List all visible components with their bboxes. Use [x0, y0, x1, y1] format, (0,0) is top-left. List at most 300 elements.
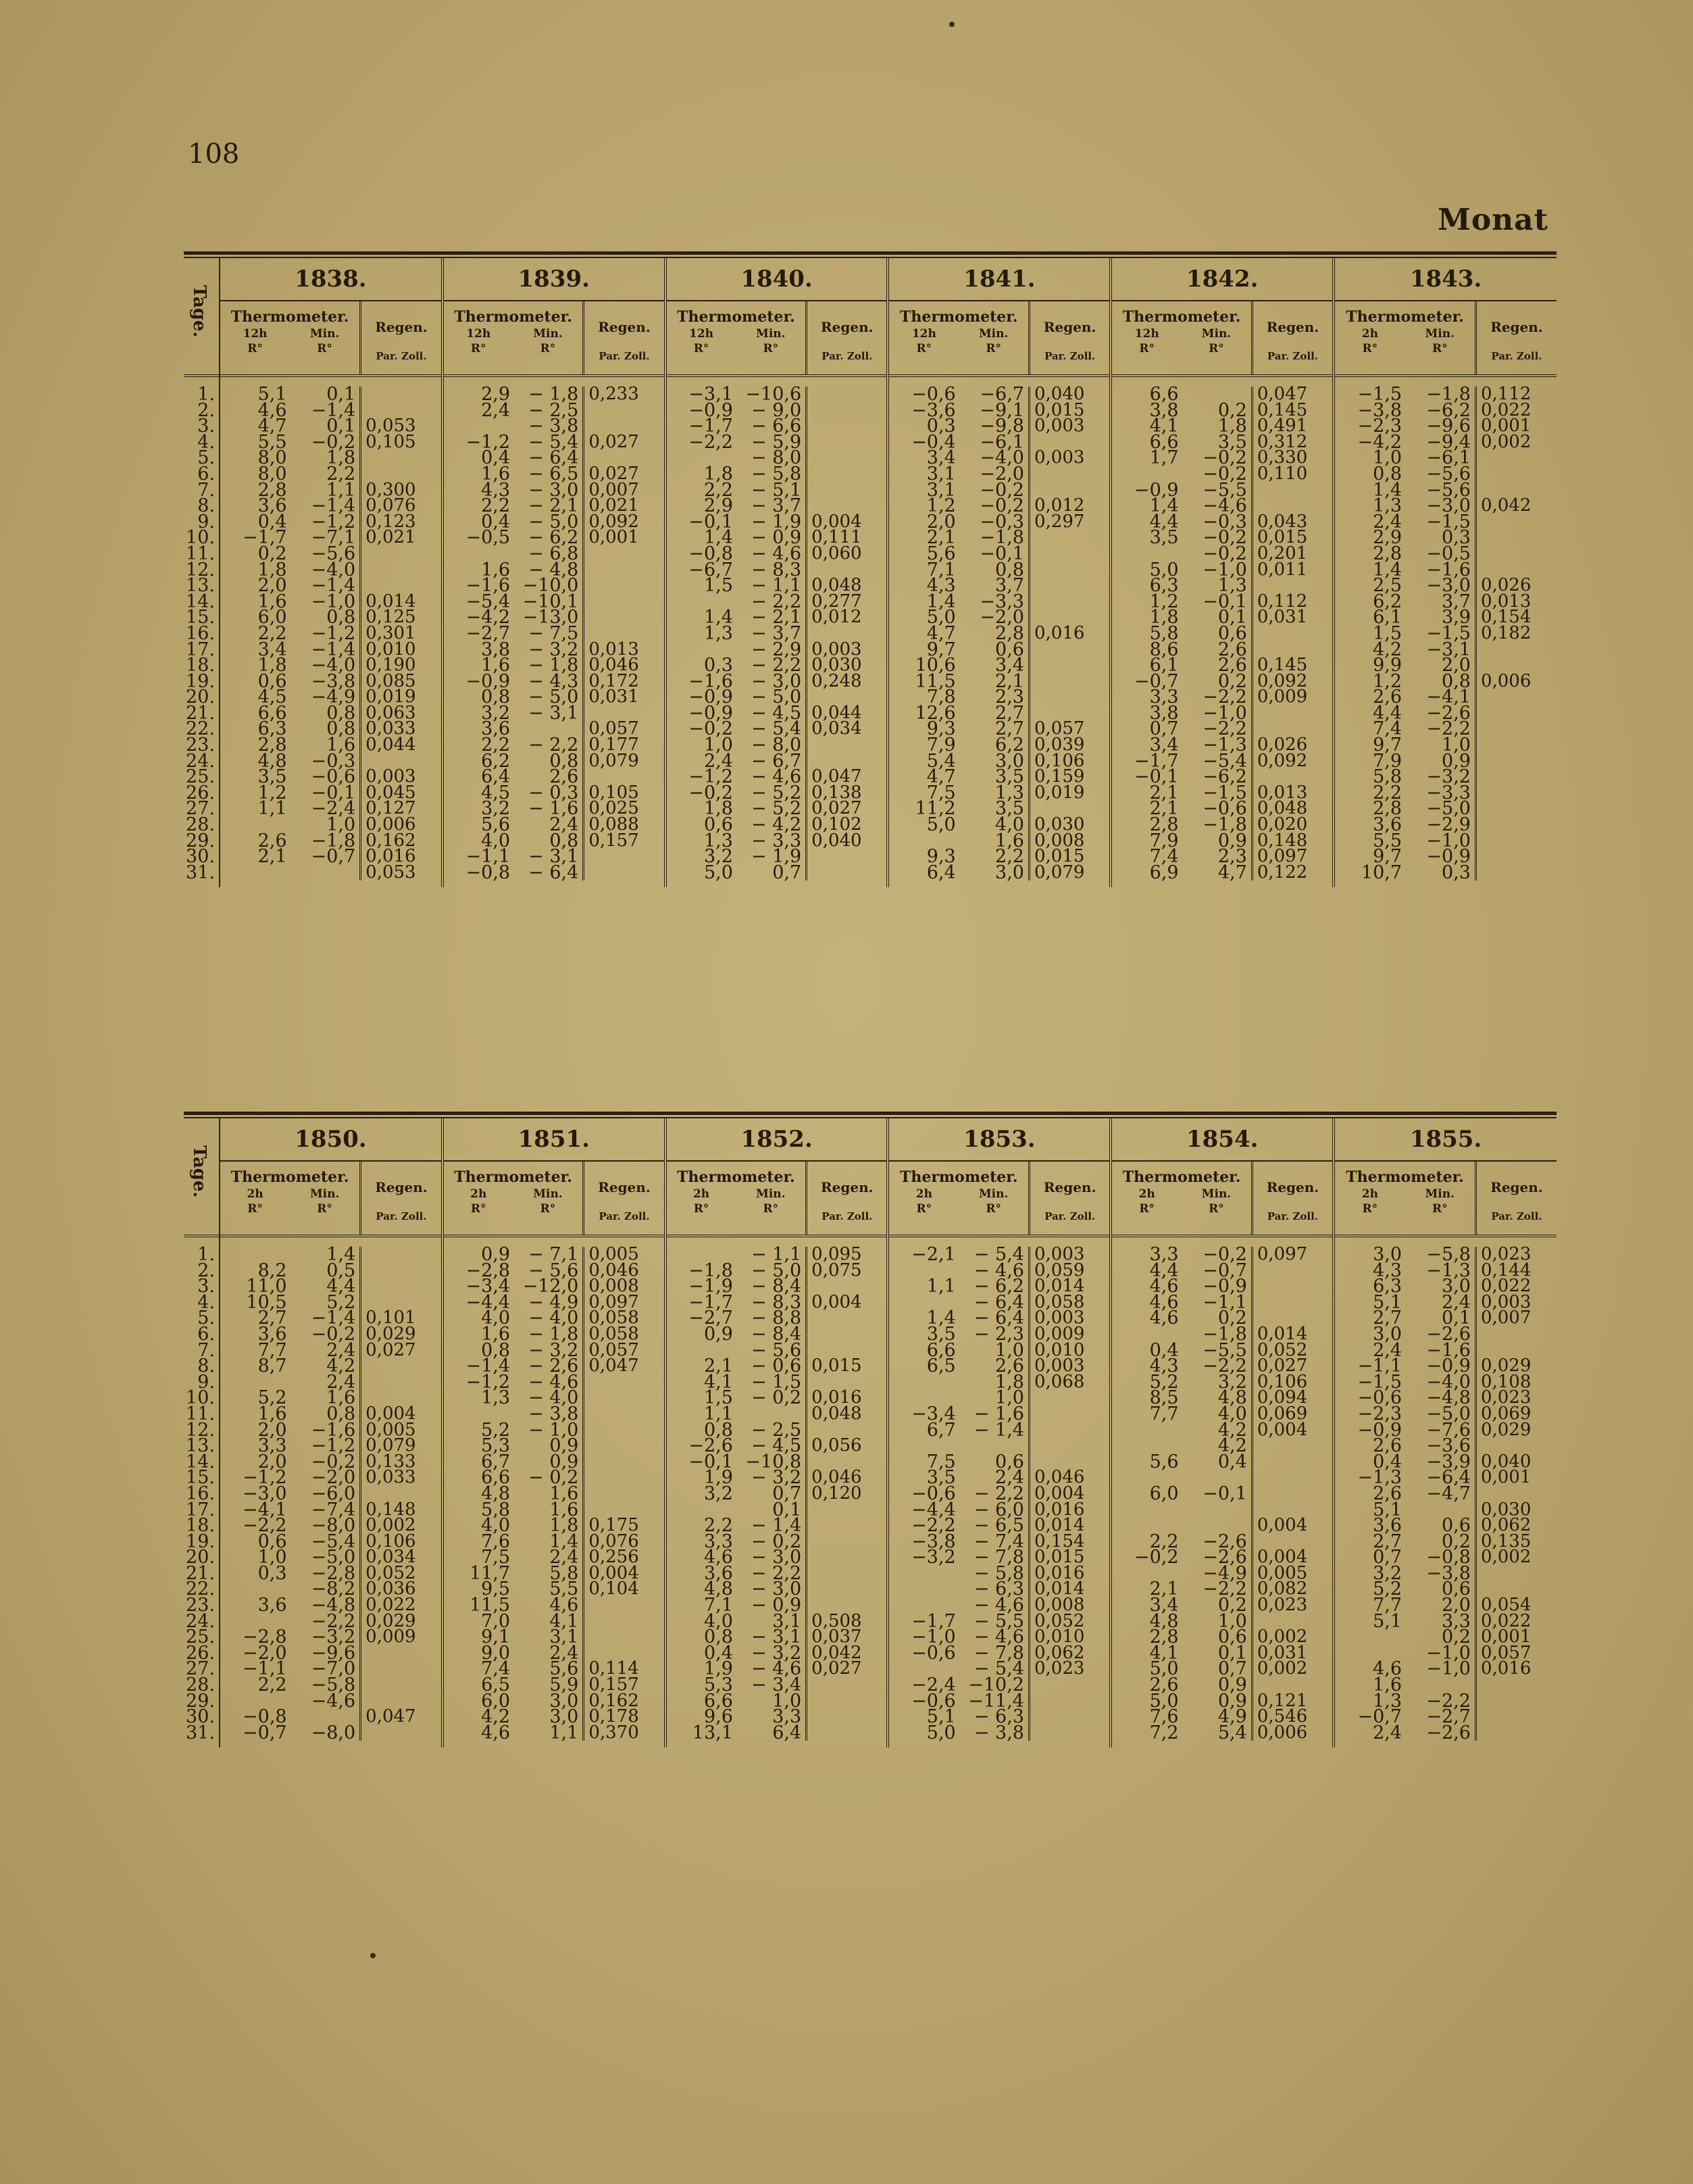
day-number: 18. — [186, 655, 215, 676]
min-cell: −2,2 — [291, 1614, 362, 1630]
temp-cell: −0,8 — [465, 862, 511, 883]
min-cell: 2,4 — [291, 1374, 362, 1391]
rain-cell: 0,122 — [1257, 862, 1308, 883]
rain-cell — [584, 1374, 663, 1391]
rain-cell: 0,068 — [1034, 1371, 1085, 1392]
temp-cell: 4,0 — [481, 830, 511, 851]
temp-cell: 1,3 — [703, 830, 733, 851]
min-cell: −3,3 — [1406, 785, 1477, 801]
day-number: 7. — [197, 1339, 215, 1361]
min-cell: −1,0 — [1406, 1645, 1477, 1662]
rain-cell — [1030, 642, 1109, 658]
min-cell: −2,7 — [1406, 1709, 1477, 1725]
temp-cell: 5,6 — [481, 814, 511, 836]
rain-cell: 0,027 — [1257, 1356, 1308, 1376]
year-column — [1111, 258, 1334, 887]
temp-cell: 4,3 — [1149, 1356, 1179, 1377]
unit-label: R° — [1209, 1202, 1224, 1216]
min-cell: −1,8 — [1183, 817, 1253, 833]
min-cell: 4,7 — [1183, 865, 1253, 881]
rain-cell: 0,007 — [1480, 1308, 1532, 1329]
temp-cell: 0,8 — [481, 687, 511, 708]
unit-row — [220, 342, 359, 355]
rain-cell: 0,016 — [1480, 1658, 1532, 1679]
rain-cell: 0,111 — [811, 527, 862, 548]
temp-cell: 1,3 — [1373, 495, 1403, 517]
temp-cell: −2,7 — [688, 1308, 733, 1329]
data-rows — [1335, 1237, 1557, 1747]
min-cell: −6,1 — [960, 435, 1030, 451]
temp-cell: 1,6 — [481, 463, 511, 485]
rain-cell — [584, 1390, 663, 1406]
rain-cell — [584, 546, 663, 562]
rain-cell: 0,114 — [588, 1658, 639, 1679]
regen-label: Regen. — [821, 1179, 874, 1195]
min-cell: − 0,9 — [737, 530, 807, 546]
rain-cell: 0,022 — [1480, 1276, 1532, 1297]
min-cell: − 6,8 — [514, 546, 584, 562]
rain-cell: 0,006 — [1480, 670, 1532, 691]
temp-cell: 1,9 — [703, 1658, 733, 1680]
min-cell: −9,1 — [960, 403, 1030, 419]
rain-cell — [1030, 1709, 1109, 1725]
min-cell: −8,0 — [291, 1518, 362, 1534]
regen-unit: Par. Zoll. — [1267, 1210, 1319, 1222]
min-cell: −2,2 — [1183, 721, 1253, 737]
rain-cell — [807, 435, 886, 451]
rain-cell — [361, 387, 441, 403]
rain-cell: 0,001 — [1480, 416, 1532, 437]
day-number: 13. — [186, 1435, 215, 1457]
min-cell: − 8,0 — [737, 450, 807, 466]
rain-cell: 0,175 — [588, 1515, 639, 1536]
rain-cell: 0,095 — [811, 1244, 862, 1264]
min-cell: −5,0 — [291, 1549, 362, 1566]
rain-cell: 0,031 — [1257, 1642, 1308, 1663]
day-number: 4. — [197, 431, 215, 453]
rain-cell — [1477, 769, 1557, 785]
rain-cell: 0,027 — [811, 798, 862, 819]
min-cell: 5,6 — [514, 1661, 584, 1677]
temp-cell: 6,1 — [1149, 655, 1179, 676]
rain-cell — [807, 865, 886, 881]
temp-cell: −1,6 — [465, 575, 511, 597]
thermometer-label: Thermometer. — [677, 308, 795, 326]
day-number: 25. — [186, 766, 215, 788]
rain-cell: 0,027 — [588, 463, 639, 484]
thermometer-subheads — [667, 1187, 806, 1201]
data-rows — [889, 377, 1109, 887]
regen-header — [1030, 1162, 1109, 1235]
rain-cell: 0,015 — [811, 1356, 862, 1376]
rain-cell: 0,004 — [365, 1403, 416, 1424]
temp-cell: 3,6 — [257, 1595, 287, 1616]
rain-cell — [584, 1470, 663, 1486]
day-row — [184, 862, 219, 883]
min-cell: −6,2 — [1406, 403, 1477, 419]
thermometer-label: Thermometer. — [230, 308, 349, 326]
min-cell: 4,8 — [1183, 1390, 1253, 1406]
regen-label: Regen. — [1266, 1179, 1319, 1195]
temp-cell: −2,2 — [688, 431, 733, 453]
min-cell: −2,2 — [1183, 1581, 1253, 1597]
rain-cell: 0,043 — [1257, 511, 1308, 532]
temp-cell: 1,2 — [1373, 670, 1403, 692]
min-cell: −0,9 — [1406, 849, 1477, 865]
rain-cell: 0,016 — [365, 846, 416, 867]
rain-cell — [584, 1454, 663, 1470]
unit-label: R° — [247, 342, 263, 355]
rain-cell: 0,053 — [365, 862, 416, 883]
day-number: 2. — [197, 399, 215, 421]
rain-cell — [1477, 849, 1557, 865]
rain-cell: 0,040 — [811, 830, 862, 851]
rain-cell — [1030, 1677, 1109, 1693]
min-label: Min. — [978, 327, 1009, 341]
rain-cell: 0,056 — [811, 1435, 862, 1456]
min-cell: 0,1 — [291, 418, 362, 435]
day-number: 17. — [186, 639, 215, 660]
temp-cell: −4,4 — [465, 1291, 511, 1313]
min-cell: −1,0 — [1406, 1661, 1477, 1677]
rain-cell: 0,015 — [1034, 1547, 1085, 1568]
rain-cell — [807, 1677, 886, 1693]
min-cell: 2,6 — [1183, 642, 1253, 658]
min-cell: − 0,6 — [737, 1358, 807, 1374]
temp-cell: −0,6 — [911, 1690, 956, 1712]
column-headers — [667, 1162, 887, 1237]
min-cell: 2,6 — [960, 1358, 1030, 1374]
thermometer-header — [444, 1162, 585, 1235]
rain-cell — [361, 1645, 441, 1662]
temp-cell: 1,6 — [481, 655, 511, 676]
min-cell: − 3,0 — [514, 482, 584, 499]
thermometer-subheads — [1112, 1187, 1251, 1201]
hour-label: 2h — [915, 1187, 932, 1201]
thermometer-header — [220, 1162, 361, 1235]
min-cell: −10,1 — [514, 594, 584, 610]
min-cell: 2,7 — [960, 721, 1030, 737]
rain-cell: 0,125 — [365, 607, 416, 628]
temp-cell: 6,0 — [481, 1690, 511, 1712]
temp-cell: 5,1 — [1373, 1499, 1403, 1520]
min-cell: −3,3 — [960, 594, 1030, 610]
rain-cell: 0,105 — [588, 782, 639, 803]
min-cell: −4,9 — [291, 689, 362, 705]
rain-cell: 0,106 — [1034, 750, 1085, 771]
rain-cell — [361, 1725, 441, 1741]
day-number: 11. — [186, 543, 215, 564]
min-cell: −1,5 — [1406, 514, 1477, 530]
temp-cell: −1,2 — [688, 766, 733, 788]
thermometer-subheads — [1335, 1187, 1475, 1201]
min-cell: −3,9 — [1406, 1454, 1477, 1470]
min-cell: −0,3 — [291, 753, 362, 770]
temp-cell: 2,0 — [257, 1419, 287, 1441]
temp-cell: 0,9 — [703, 1323, 733, 1345]
min-cell: − 4,5 — [737, 705, 807, 722]
min-cell: 3,5 — [1183, 435, 1253, 451]
min-cell: −1,5 — [1183, 785, 1253, 801]
rain-cell — [584, 562, 663, 578]
rain-cell: 0,058 — [588, 1308, 639, 1329]
regen-unit: Par. Zoll. — [822, 350, 873, 362]
min-cell: − 5,2 — [737, 785, 807, 801]
min-cell: −5,6 — [1406, 482, 1477, 499]
temp-cell: −1,2 — [465, 1371, 511, 1393]
temp-cell: 7,5 — [926, 1451, 956, 1472]
temp-cell: 6,6 — [1149, 431, 1179, 453]
min-cell: 0,8 — [514, 833, 584, 849]
year-heading: 1854. — [1112, 1118, 1332, 1162]
temp-cell: 1,0 — [257, 1547, 287, 1568]
unit-row — [1335, 1202, 1475, 1216]
min-cell: −3,0 — [1406, 498, 1477, 514]
temp-cell: 3,2 — [703, 1483, 733, 1504]
rain-cell: 0,029 — [1480, 1419, 1532, 1440]
rain-cell — [1253, 482, 1332, 499]
min-cell: 2,8 — [960, 626, 1030, 642]
rain-cell: 0,025 — [588, 798, 639, 819]
min-cell: − 0,2 — [737, 1390, 807, 1406]
rain-cell: 0,014 — [365, 591, 416, 612]
min-cell: − 8,4 — [737, 1326, 807, 1343]
data-rows — [220, 1237, 441, 1747]
regen-unit: Par. Zoll. — [376, 350, 427, 362]
year-column — [443, 1118, 665, 1747]
rain-cell: 0,092 — [1257, 750, 1308, 771]
hour-label: 2h — [247, 1187, 263, 1201]
temp-cell: 7,9 — [1149, 830, 1179, 851]
temp-cell: 1,8 — [703, 463, 733, 485]
min-cell: 2,4 — [291, 1343, 362, 1359]
min-cell: − 2,2 — [514, 737, 584, 753]
min-cell: 0,2 — [1183, 674, 1253, 690]
column-headers — [889, 301, 1109, 377]
rain-cell: 0,030 — [1034, 814, 1085, 835]
rain-cell: 0,048 — [811, 1403, 862, 1424]
hour-label: 2h — [470, 1187, 487, 1201]
table-row — [1335, 1658, 1557, 1680]
temp-cell: 4,8 — [1149, 1610, 1179, 1632]
min-cell: −2,0 — [291, 1470, 362, 1486]
temp-cell: 2,4 — [1373, 511, 1403, 532]
temp-cell: 9,6 — [703, 1706, 733, 1728]
rain-cell — [807, 1310, 886, 1326]
min-cell: − 2,9 — [737, 642, 807, 658]
rain-cell: 0,097 — [1257, 846, 1308, 867]
temp-cell: 4,8 — [703, 1579, 733, 1600]
running-header: Monat — [1438, 203, 1548, 237]
rain-cell: 0,546 — [1257, 1706, 1308, 1727]
temp-cell: 5,3 — [481, 1435, 511, 1457]
rain-cell: 0,015 — [1034, 846, 1085, 867]
data-rows — [889, 1237, 1109, 1747]
rain-cell: 0,047 — [588, 1356, 639, 1376]
min-cell: − 6,4 — [960, 1295, 1030, 1311]
temp-cell: 2,2 — [481, 495, 511, 517]
min-cell: − 8,3 — [737, 1295, 807, 1311]
min-cell: −0,1 — [960, 546, 1030, 562]
thermometer-subheads — [889, 1187, 1028, 1201]
regen-header — [1030, 301, 1109, 374]
day-number: 11. — [186, 1403, 215, 1424]
min-cell: −1,6 — [1406, 1343, 1477, 1359]
temp-cell: 6,6 — [257, 702, 287, 724]
temp-cell: 0,6 — [257, 670, 287, 692]
min-cell: 0,6 — [1183, 1629, 1253, 1645]
min-cell: −9,6 — [291, 1645, 362, 1662]
min-cell: 1,4 — [291, 1247, 362, 1263]
rain-cell — [1477, 865, 1557, 881]
rain-cell: 0,010 — [365, 639, 416, 660]
day-number: 26. — [186, 1642, 215, 1664]
min-cell: 5,9 — [514, 1677, 584, 1693]
year-column — [1334, 1118, 1557, 1747]
rain-cell — [1030, 1390, 1109, 1406]
temp-cell: 2,1 — [926, 527, 956, 549]
temp-cell: 3,8 — [1149, 399, 1179, 421]
hour-label: 12h — [466, 327, 491, 341]
rain-cell — [1253, 626, 1332, 642]
hour-label: 2h — [692, 1187, 710, 1201]
min-cell: 1,1 — [291, 482, 362, 499]
min-cell: − 5,4 — [514, 435, 584, 451]
regen-label: Regen. — [375, 1179, 428, 1195]
temp-cell: −6,7 — [688, 559, 733, 580]
hour-label: 2h — [1138, 1187, 1155, 1201]
min-cell: − 6,4 — [514, 865, 584, 881]
rain-cell: 0,060 — [811, 543, 862, 564]
thermometer-header — [1112, 301, 1253, 374]
min-cell: −5,8 — [291, 1677, 362, 1693]
table-row — [1335, 862, 1557, 883]
year-column — [1111, 1118, 1334, 1747]
year-column — [665, 1118, 888, 1747]
rain-cell: 0,052 — [1257, 1339, 1308, 1360]
temp-cell: −0,9 — [1357, 1419, 1403, 1441]
table-row — [889, 862, 1109, 883]
rain-cell — [1030, 689, 1109, 705]
temp-cell: 2,2 — [257, 622, 287, 644]
rain-cell — [1477, 1677, 1557, 1693]
min-cell: 0,6 — [1183, 626, 1253, 642]
temp-cell: 3,6 — [257, 495, 287, 517]
rain-cell: 0,005 — [365, 1419, 416, 1440]
temp-cell: 3,0 — [1373, 1244, 1403, 1265]
temp-cell: 3,2 — [481, 798, 511, 820]
column-headers — [1112, 1162, 1332, 1237]
rain-cell — [584, 1406, 663, 1422]
min-cell: 0,2 — [1406, 1629, 1477, 1645]
temp-cell: 0,6 — [257, 1531, 287, 1552]
rain-cell: 0,002 — [1257, 1658, 1308, 1679]
min-cell: 1,6 — [291, 1390, 362, 1406]
rain-cell — [807, 387, 886, 403]
regen-label: Regen. — [1043, 319, 1096, 335]
temp-cell: 1,8 — [1149, 607, 1179, 628]
temp-cell: 1,3 — [1373, 1690, 1403, 1712]
temp-cell: 7,5 — [926, 782, 956, 803]
temp-cell: 0,7 — [1149, 718, 1179, 740]
table-row — [1112, 1451, 1332, 1472]
rain-cell: 0,058 — [588, 1323, 639, 1344]
min-cell: − 3,8 — [514, 418, 584, 435]
year-heading: 1839. — [444, 258, 664, 301]
temp-cell: 7,7 — [1149, 1403, 1179, 1424]
temp-cell: 4,6 — [703, 1547, 733, 1568]
rain-cell: 0,102 — [811, 814, 862, 835]
hour-label: 12h — [689, 327, 714, 341]
min-cell: 3,1 — [737, 1614, 807, 1630]
rain-cell — [807, 418, 886, 435]
hour-label: 2h — [1361, 1187, 1378, 1201]
min-cell: 0,2 — [1406, 1534, 1477, 1550]
min-cell: 3,7 — [960, 578, 1030, 594]
year-heading: 1850. — [220, 1118, 441, 1162]
min-cell: − 4,8 — [514, 562, 584, 578]
rain-cell — [1477, 1725, 1557, 1741]
thermometer-header — [220, 301, 361, 374]
day-number: 3. — [197, 1276, 215, 1297]
day-number: 4. — [197, 1291, 215, 1313]
rain-cell — [1477, 466, 1557, 482]
temp-cell: 0,4 — [481, 447, 511, 469]
temp-cell: 8,0 — [257, 447, 287, 469]
min-cell: − 2,3 — [960, 1326, 1030, 1343]
min-cell: 5,4 — [1183, 1725, 1253, 1741]
hour-label: 12h — [1134, 327, 1159, 341]
table-row — [1335, 1722, 1557, 1743]
unit-label: R° — [1209, 342, 1224, 355]
min-cell: − 2,6 — [514, 1358, 584, 1374]
min-cell: −1,3 — [1406, 1263, 1477, 1279]
regen-label: Regen. — [821, 319, 874, 335]
rain-cell — [1477, 1326, 1557, 1343]
unit-row — [667, 1202, 806, 1216]
rule — [184, 251, 1557, 255]
temp-cell: 6,3 — [257, 718, 287, 740]
min-cell: 0,9 — [514, 1454, 584, 1470]
rain-cell: 0,256 — [588, 1547, 639, 1568]
rain-cell — [807, 1326, 886, 1343]
temp-cell — [1112, 1502, 1182, 1518]
min-cell: − 5,9 — [737, 435, 807, 451]
data-rows — [1335, 377, 1557, 887]
data-rows — [1112, 1237, 1332, 1747]
rain-cell: 0,004 — [1034, 1483, 1085, 1504]
temp-cell: 1,4 — [1149, 495, 1179, 517]
temp-cell: 9,7 — [926, 639, 956, 660]
temp-cell: 4,7 — [926, 766, 956, 788]
temp-cell: 13,1 — [692, 1722, 733, 1743]
rain-cell: 0,046 — [1034, 1467, 1085, 1488]
min-cell: 0,9 — [1183, 833, 1253, 849]
temp-cell: 3,4 — [257, 639, 287, 660]
min-label: Min. — [309, 1187, 340, 1201]
thermometer-header — [1112, 1162, 1253, 1235]
temp-cell: −0,7 — [243, 1722, 287, 1743]
rain-cell: 0,008 — [588, 1276, 639, 1297]
rain-cell — [584, 403, 663, 419]
rain-cell — [584, 594, 663, 610]
rain-cell: 0,008 — [1034, 830, 1085, 851]
rain-cell: 0,069 — [1257, 1403, 1308, 1424]
unit-label: R° — [1362, 342, 1378, 355]
min-cell: 2,4 — [514, 1549, 584, 1566]
min-cell: − 7,4 — [960, 1534, 1030, 1550]
min-cell: −0,6 — [291, 769, 362, 785]
